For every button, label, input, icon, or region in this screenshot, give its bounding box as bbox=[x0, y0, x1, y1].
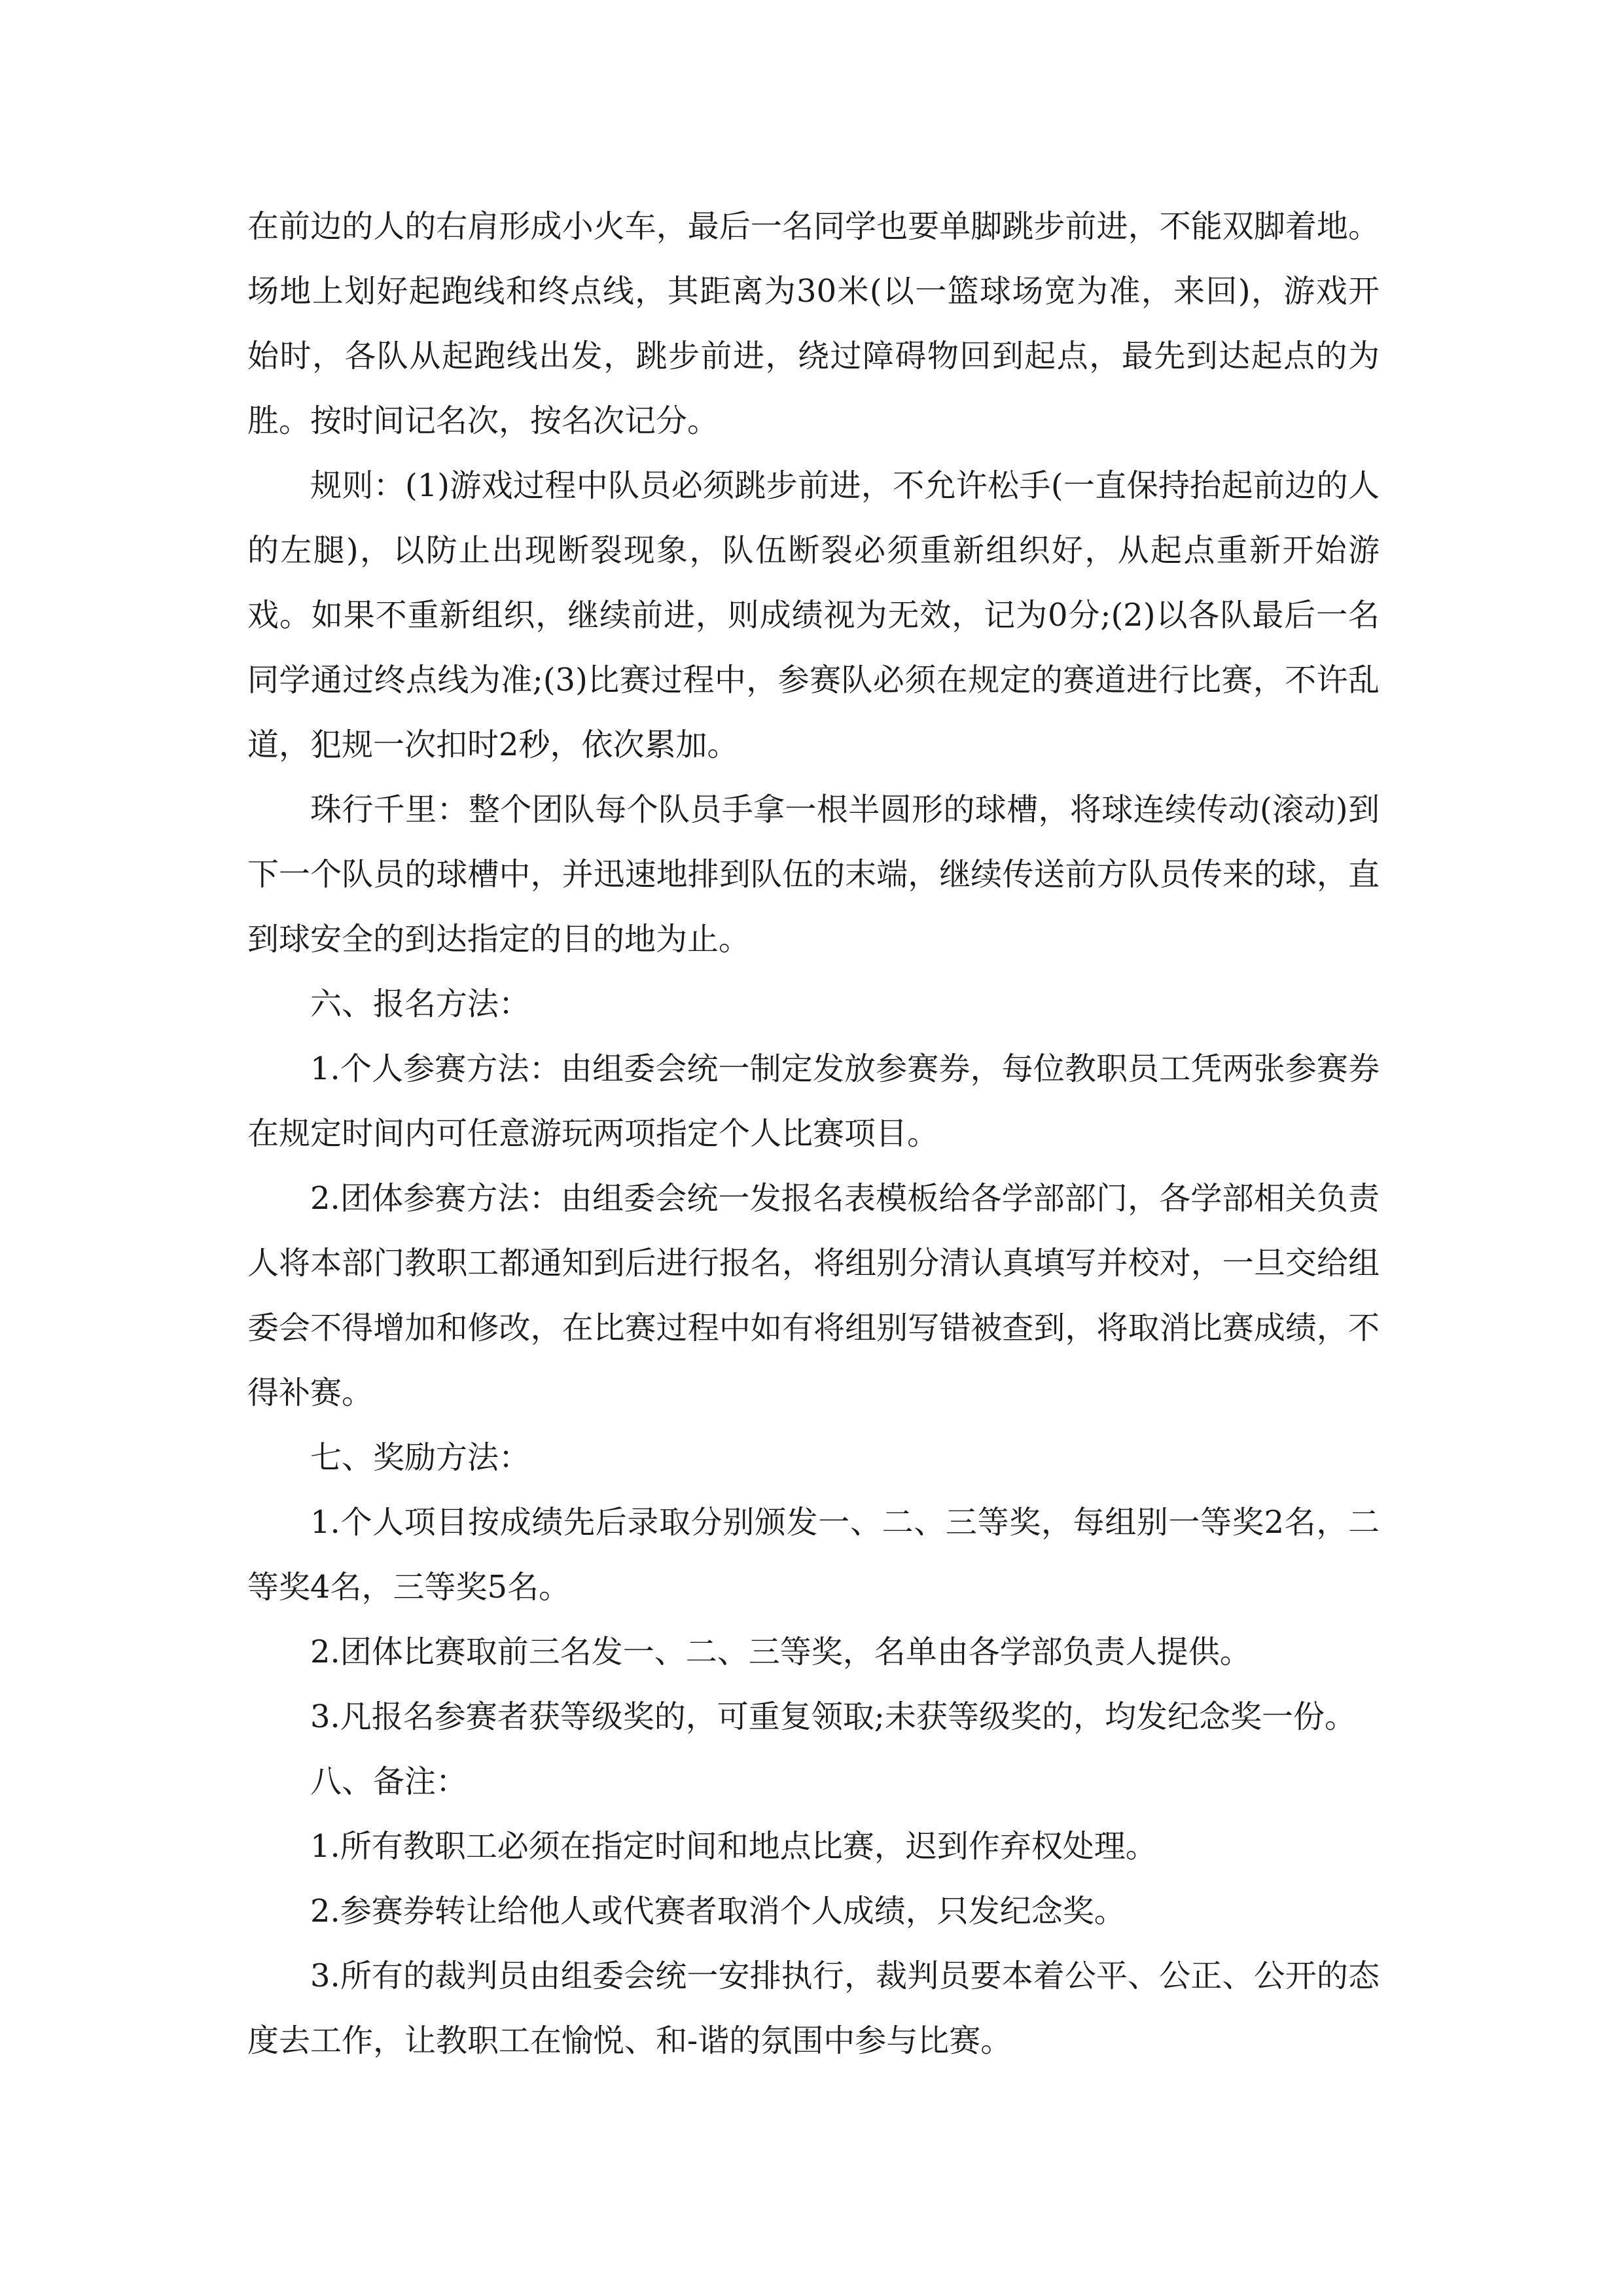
paragraph-team-registration: 2.团体参赛方法：由组委会统一发报名表模板给各学部部门，各学部相关负责人将本部门教职工都通知到后进行报名，将组别分清认真填写并校对，一旦交给组委会不得增加和修改，在比赛过程中如有将组别写错被查到，将取消比赛成绩，不得补赛。 bbox=[247, 1180, 1380, 1411]
paragraph-rules: 规则：(1)游戏过程中队员必须跳步前进，不允许松手(一直保持抬起前边的人的左腿)，以防止出现断裂现象，队伍断裂必须重新组织好，从起点重新开始游戏。如果不重新组织，继续前进，则成绩视为无效，记为0分;(2)以各队最后一名同学通过终点线为准;(3)比赛过程中，参赛队必须在规定的赛道进行比赛，不许乱道，犯规一次扣时2秒，依次累加。 bbox=[247, 467, 1380, 763]
paragraph-train-game-continued: 在前边的人的右肩形成小火车，最后一名同学也要单脚跳步前进，不能双脚着地。场地上划好起跑线和终点线，其距离为30米(以一篮球场宽为准，来回)，游戏开始时，各队从起跑线出发，跳步前进，绕过障碍物回到起点，最先到达起点的为胜。按时间记名次，按名次记分。 bbox=[247, 208, 1380, 439]
paragraph-note-referees: 3.所有的裁判员由组委会统一安排执行，裁判员要本着公平、公正、公开的态度去工作，让教职工在愉悦、和-谐的氛围中参与比赛。 bbox=[247, 1958, 1380, 2059]
paragraph-award-claims: 3.凡报名参赛者获等级奖的，可重复领取;未获等级奖的，均发纪念奖一份。 bbox=[310, 1698, 1356, 1735]
paragraph-note-ticket-transfer: 2.参赛券转让给他人或代赛者取消个人成绩，只发纪念奖。 bbox=[310, 1893, 1126, 1929]
section-heading-awards: 七、奖励方法： bbox=[310, 1439, 531, 1476]
paragraph-team-awards: 2.团体比赛取前三名发一、二、三等奖，名单由各学部负责人提供。 bbox=[310, 1634, 1251, 1670]
paragraph-note-attendance: 1.所有教职工必须在指定时间和地点比赛，迟到作弃权处理。 bbox=[310, 1828, 1157, 1865]
paragraph-individual-registration: 1.个人参赛方法：由组委会统一制定发放参赛券，每位教职员工凭两张参赛券在规定时间内可任意游玩两项指定个人比赛项目。 bbox=[247, 1050, 1380, 1152]
paragraph-ball-relay: 珠行千里：整个团队每个队员手拿一根半圆形的球槽，将球连续传动(滚动)到下一个队员的球槽中，并迅速地排到队伍的末端，继续传送前方队员传来的球，直到球安全的到达指定的目的地为止。 bbox=[247, 791, 1380, 958]
section-heading-registration: 六、报名方法： bbox=[310, 986, 531, 1022]
section-heading-notes: 八、备注： bbox=[310, 1763, 468, 1800]
paragraph-individual-awards: 1.个人项目按成绩先后录取分别颁发一、二、三等奖，每组别一等奖2名，二等奖4名，三等奖5名。 bbox=[247, 1504, 1380, 1605]
document-body bbox=[247, 194, 1380, 2073]
